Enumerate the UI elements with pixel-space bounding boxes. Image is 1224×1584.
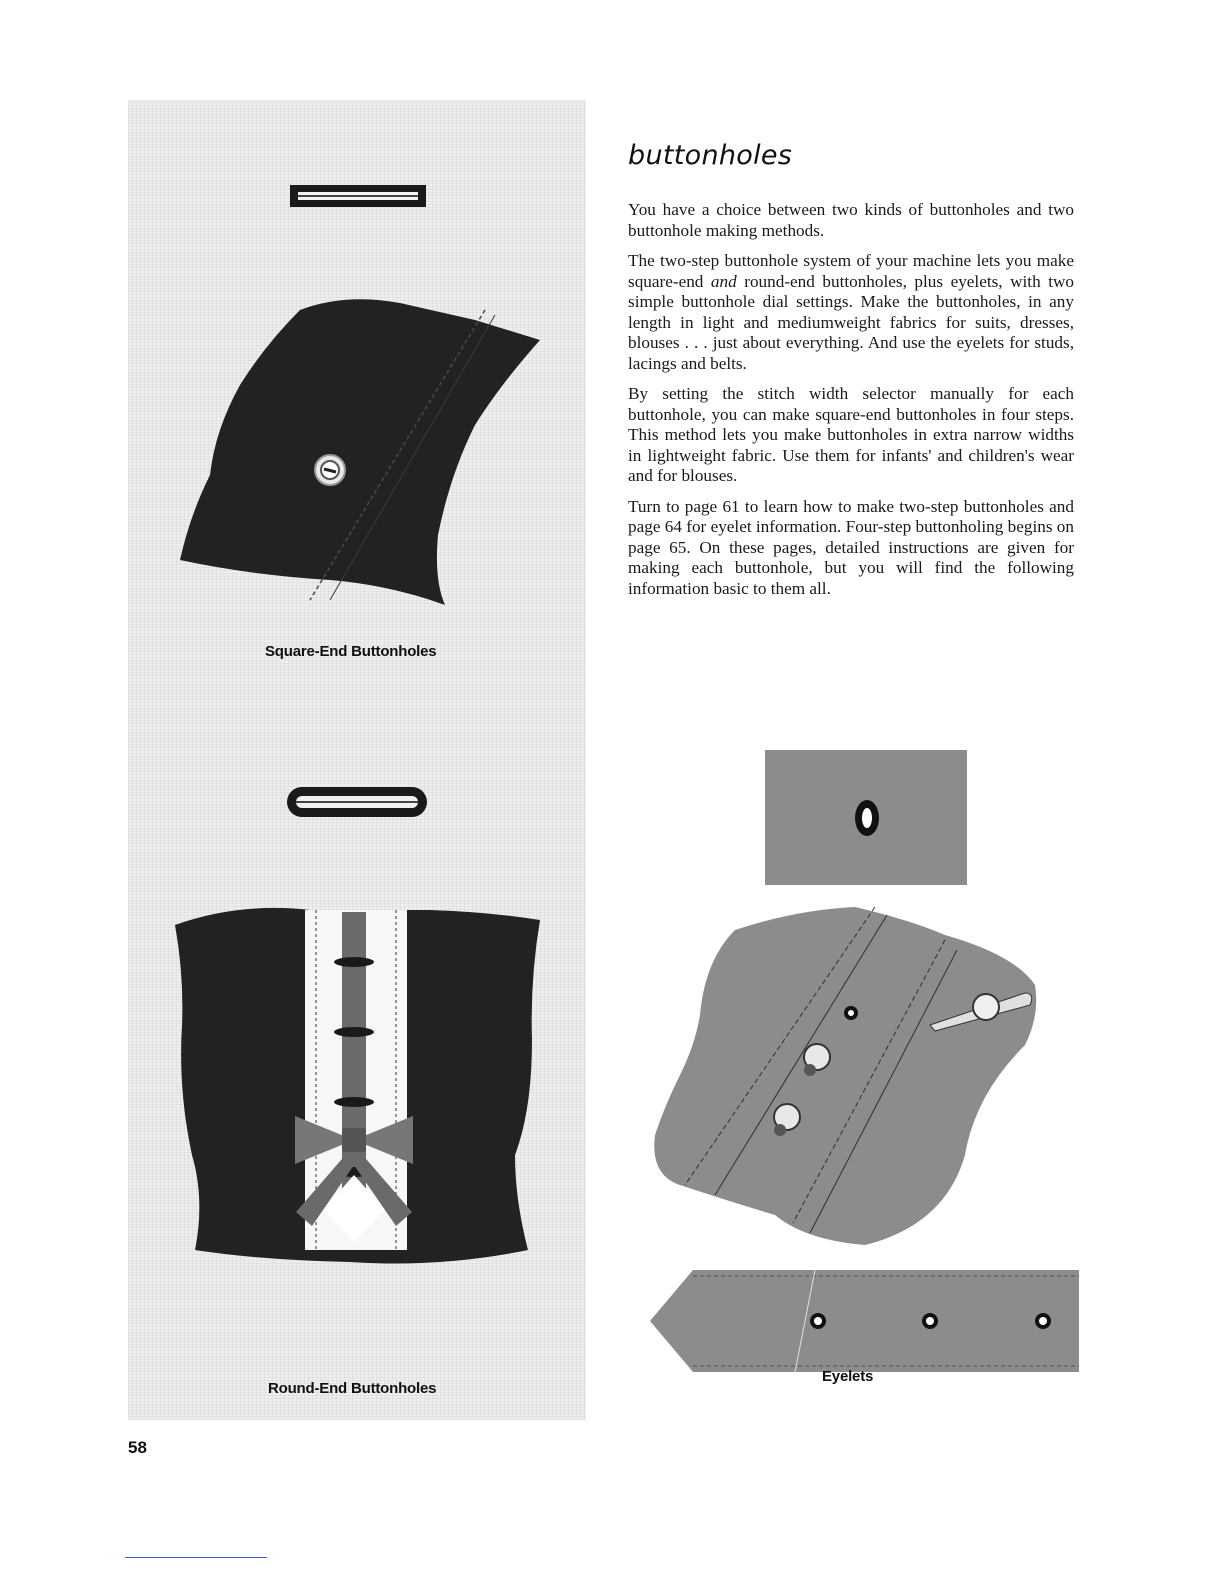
paragraph-4: Turn to page 61 to learn how to make two-step buttonholes and page 64 for eyelet information. Four-step buttonholing begins on page 65. On these pages, detailed instructions are given for making each buttonhole, but you will find the following information basic to them all. (628, 496, 1074, 598)
eyelets-illustration (645, 745, 1085, 1380)
round-end-caption: Round-End Buttonholes (268, 1380, 437, 1397)
page-title: buttonholes (628, 140, 793, 171)
eyelets-caption: Eyelets (822, 1368, 874, 1385)
page-number: 58 (128, 1438, 147, 1457)
square-end-caption: Square-End Buttonholes (265, 643, 437, 660)
paragraph-3: By setting the stitch width selector manually for each buttonhole, you can make square-end buttonholes in four steps. This method lets you make buttonholes in extra narrow widths in lightweight fabric. Use them for infants' and children's wear and for blouses. (628, 384, 1074, 485)
square-end-buttonhole-illustration (170, 175, 550, 615)
paragraph-1: You have a choice between two kinds of buttonholes and two buttonhole making methods. (628, 200, 1074, 240)
body-text (628, 200, 1074, 609)
footer-rule (125, 1557, 267, 1558)
paragraph-2: The two-step buttonhole system of your machine lets you make square-end and round-end buttonholes, plus eyelets, with two simple buttonhole dial settings. Make the buttonholes, in any length in light and mediumweight fabrics for suits, dresses, blouses . . . just about everything. And use the eyelets for studs, lacings and belts. (628, 251, 1074, 373)
round-end-buttonhole-illustration (170, 780, 550, 1280)
